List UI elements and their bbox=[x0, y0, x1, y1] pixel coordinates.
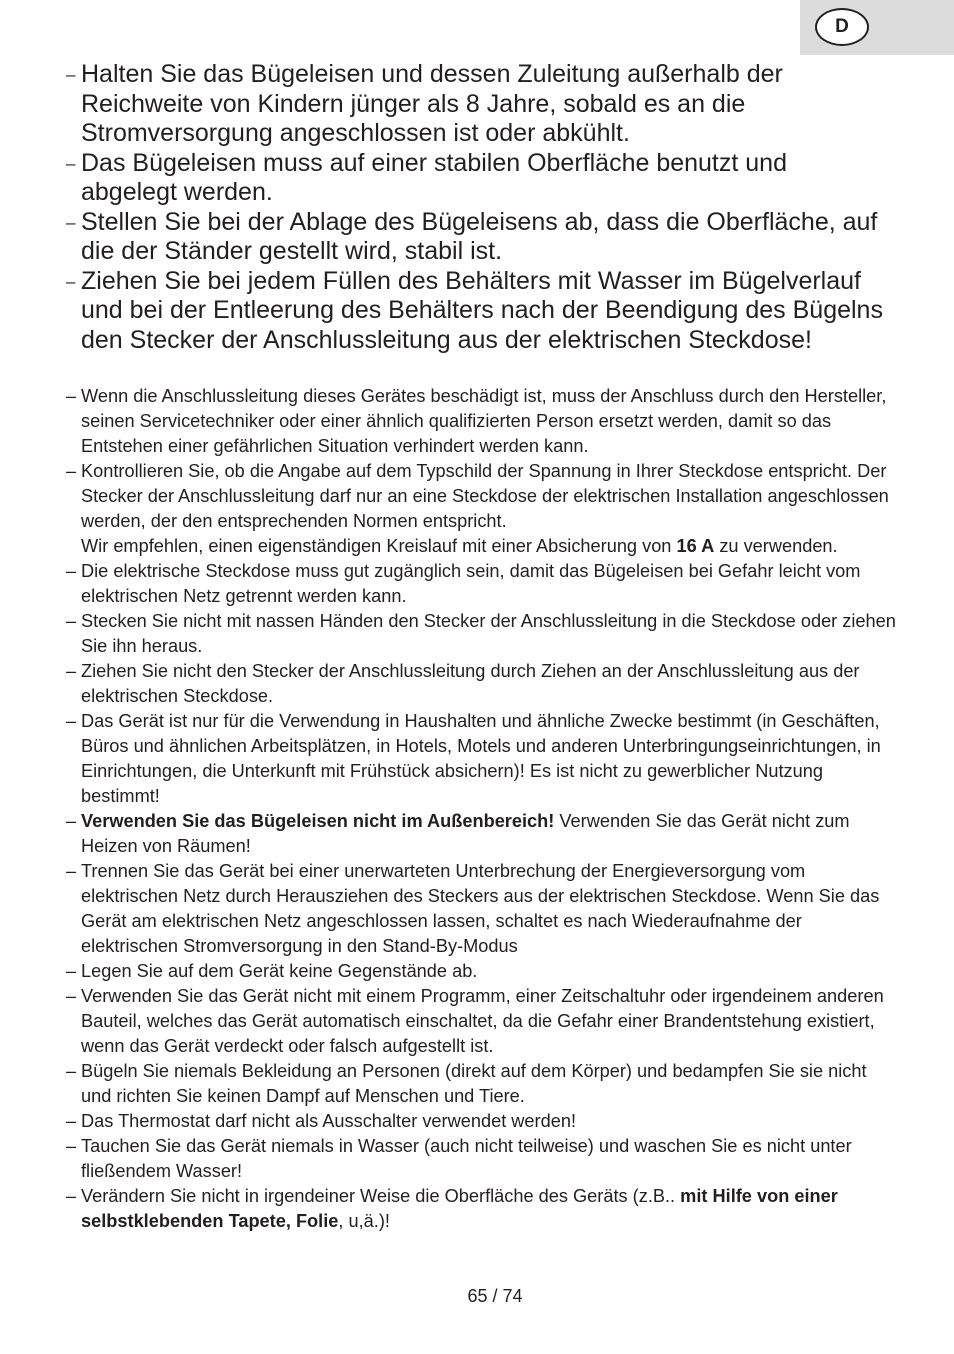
item-text: Kontrollieren Sie, ob die Angabe auf dem Typschild der Spannung in Ihrer Steckdose entspricht. Der Stecker der Anschlussleitung darf nur an eine Steckdose der elektrischen Installation angeschlossen werden, der den entsprechenden Normen entspricht. bbox=[81, 461, 889, 531]
language-badge: D bbox=[815, 8, 869, 46]
item-text: , u,ä.)! bbox=[338, 1211, 390, 1231]
item-text: Wir empfehlen, einen eigenständigen Kreislauf mit einer Absicherung von bbox=[81, 536, 672, 556]
emphasis-text: mit Hilfe von einer selbstklebenden Tapete, Folie bbox=[81, 1186, 838, 1231]
list-item: – Ziehen Sie nicht den Stecker der Anschlussleitung durch Ziehen an der Anschlussleitung aus der elektrischen Steckdose. bbox=[66, 659, 896, 709]
list-item: – Stecken Sie nicht mit nassen Händen den Stecker der Anschlussleitung in die Steckdose oder ziehen Sie ihn heraus. bbox=[66, 609, 896, 659]
page-number: 65 / 74 bbox=[467, 1286, 523, 1306]
list-item: – Halten Sie das Bügeleisen und dessen Zuleitung außerhalb der Reichweite von Kindern jünger als 8 Jahre, sobald es an die Stromversorgung angeschlossen ist oder abkühlt. bbox=[66, 60, 886, 149]
list-item: – Ziehen Sie bei jedem Füllen des Behälters mit Wasser im Bügelverlauf und bei der Entleerung des Behälters nach der Beendigung des Bügelns den Stecker der Anschlussleitung aus der elektrischen Steckdose! bbox=[66, 267, 886, 356]
list-item: – Stellen Sie bei der Ablage des Bügeleisens ab, dass die Oberfläche, auf die der Ständer gestellt wird, stabil ist. bbox=[66, 208, 886, 267]
list-item: – Bügeln Sie niemals Bekleidung an Personen (direkt auf dem Körper) und bedampfen Sie sie nicht und richten Sie keinen Dampf auf Menschen und Tiere. bbox=[66, 1059, 896, 1109]
emphasis-text: Verwenden Sie das Bügeleisen nicht im Außenbereich! bbox=[81, 811, 555, 831]
fuse-rating: 16 A bbox=[676, 536, 715, 556]
list-item bbox=[66, 1184, 896, 1234]
list-item: – Legen Sie auf dem Gerät keine Gegenstände ab. bbox=[66, 959, 896, 984]
list-item bbox=[66, 809, 896, 859]
item-text: zu verwenden. bbox=[719, 536, 838, 556]
list-item: – Trennen Sie das Gerät bei einer unerwarteten Unterbrechung der Energieversorgung vom elektrischen Netz durch Herausziehen des Steckers aus der elektrischen Steckdose. Wenn Sie das Gerät am elektrischen Netz angeschlossen lassen, schaltet es nach Wiederaufnahme der elektrischen Stromversorgung in den Stand-By-Modus bbox=[66, 859, 896, 959]
list-item: – Tauchen Sie das Gerät niemals in Wasser (auch nicht teilweise) und waschen Sie es nicht unter fließendem Wasser! bbox=[66, 1134, 896, 1184]
item-text: Verwenden Sie das Gerät nicht zum Heizen von Räumen! bbox=[81, 811, 850, 856]
list-item: – Verwenden Sie das Gerät nicht mit einem Programm, einer Zeitschaltuhr oder irgendeinem anderen Bauteil, welches das Gerät automatisch einschaltet, da die Gefahr einer Brandentstehung existiert, wenn das Gerät verdeckt oder falsch aufgestellt ist. bbox=[66, 984, 896, 1059]
list-item: – Das Gerät ist nur für die Verwendung in Haushalten und ähnliche Zwecke bestimmt (in Geschäften, Büros und ähnlichen Arbeitsplätzen, in Hotels, Motels und anderen Unterbringungseinrichtungen, in Einrichtungen, die Unterkunft mit Frühstück absichern)! Es ist nicht zu gewerblicher Nutzung bestimmt! bbox=[66, 709, 896, 809]
safety-list-large bbox=[66, 60, 886, 355]
language-tab bbox=[800, 0, 954, 55]
list-item: – Das Thermostat darf nicht als Ausschalter verwendet werden! bbox=[66, 1109, 896, 1134]
list-item: – Wenn die Anschlussleitung dieses Gerätes beschädigt ist, muss der Anschluss durch den Hersteller, seinen Servicetechniker oder einer ähnlich qualifizierten Person ersetzt werden, damit so das Entstehen einer gefährlichen Situation verhindert werden kann. bbox=[66, 384, 896, 459]
safety-list bbox=[66, 384, 896, 1234]
list-item: – Das Bügeleisen muss auf einer stabilen Oberfläche benutzt und abgelegt werden. bbox=[66, 149, 886, 208]
item-text: Verändern Sie nicht in irgendeiner Weise die Oberfläche des Geräts (z.B.. bbox=[81, 1186, 676, 1206]
list-item: – Die elektrische Steckdose muss gut zugänglich sein, damit das Bügeleisen bei Gefahr leicht vom elektrischen Netz getrennt werden kann. bbox=[66, 559, 896, 609]
list-item bbox=[66, 459, 896, 559]
